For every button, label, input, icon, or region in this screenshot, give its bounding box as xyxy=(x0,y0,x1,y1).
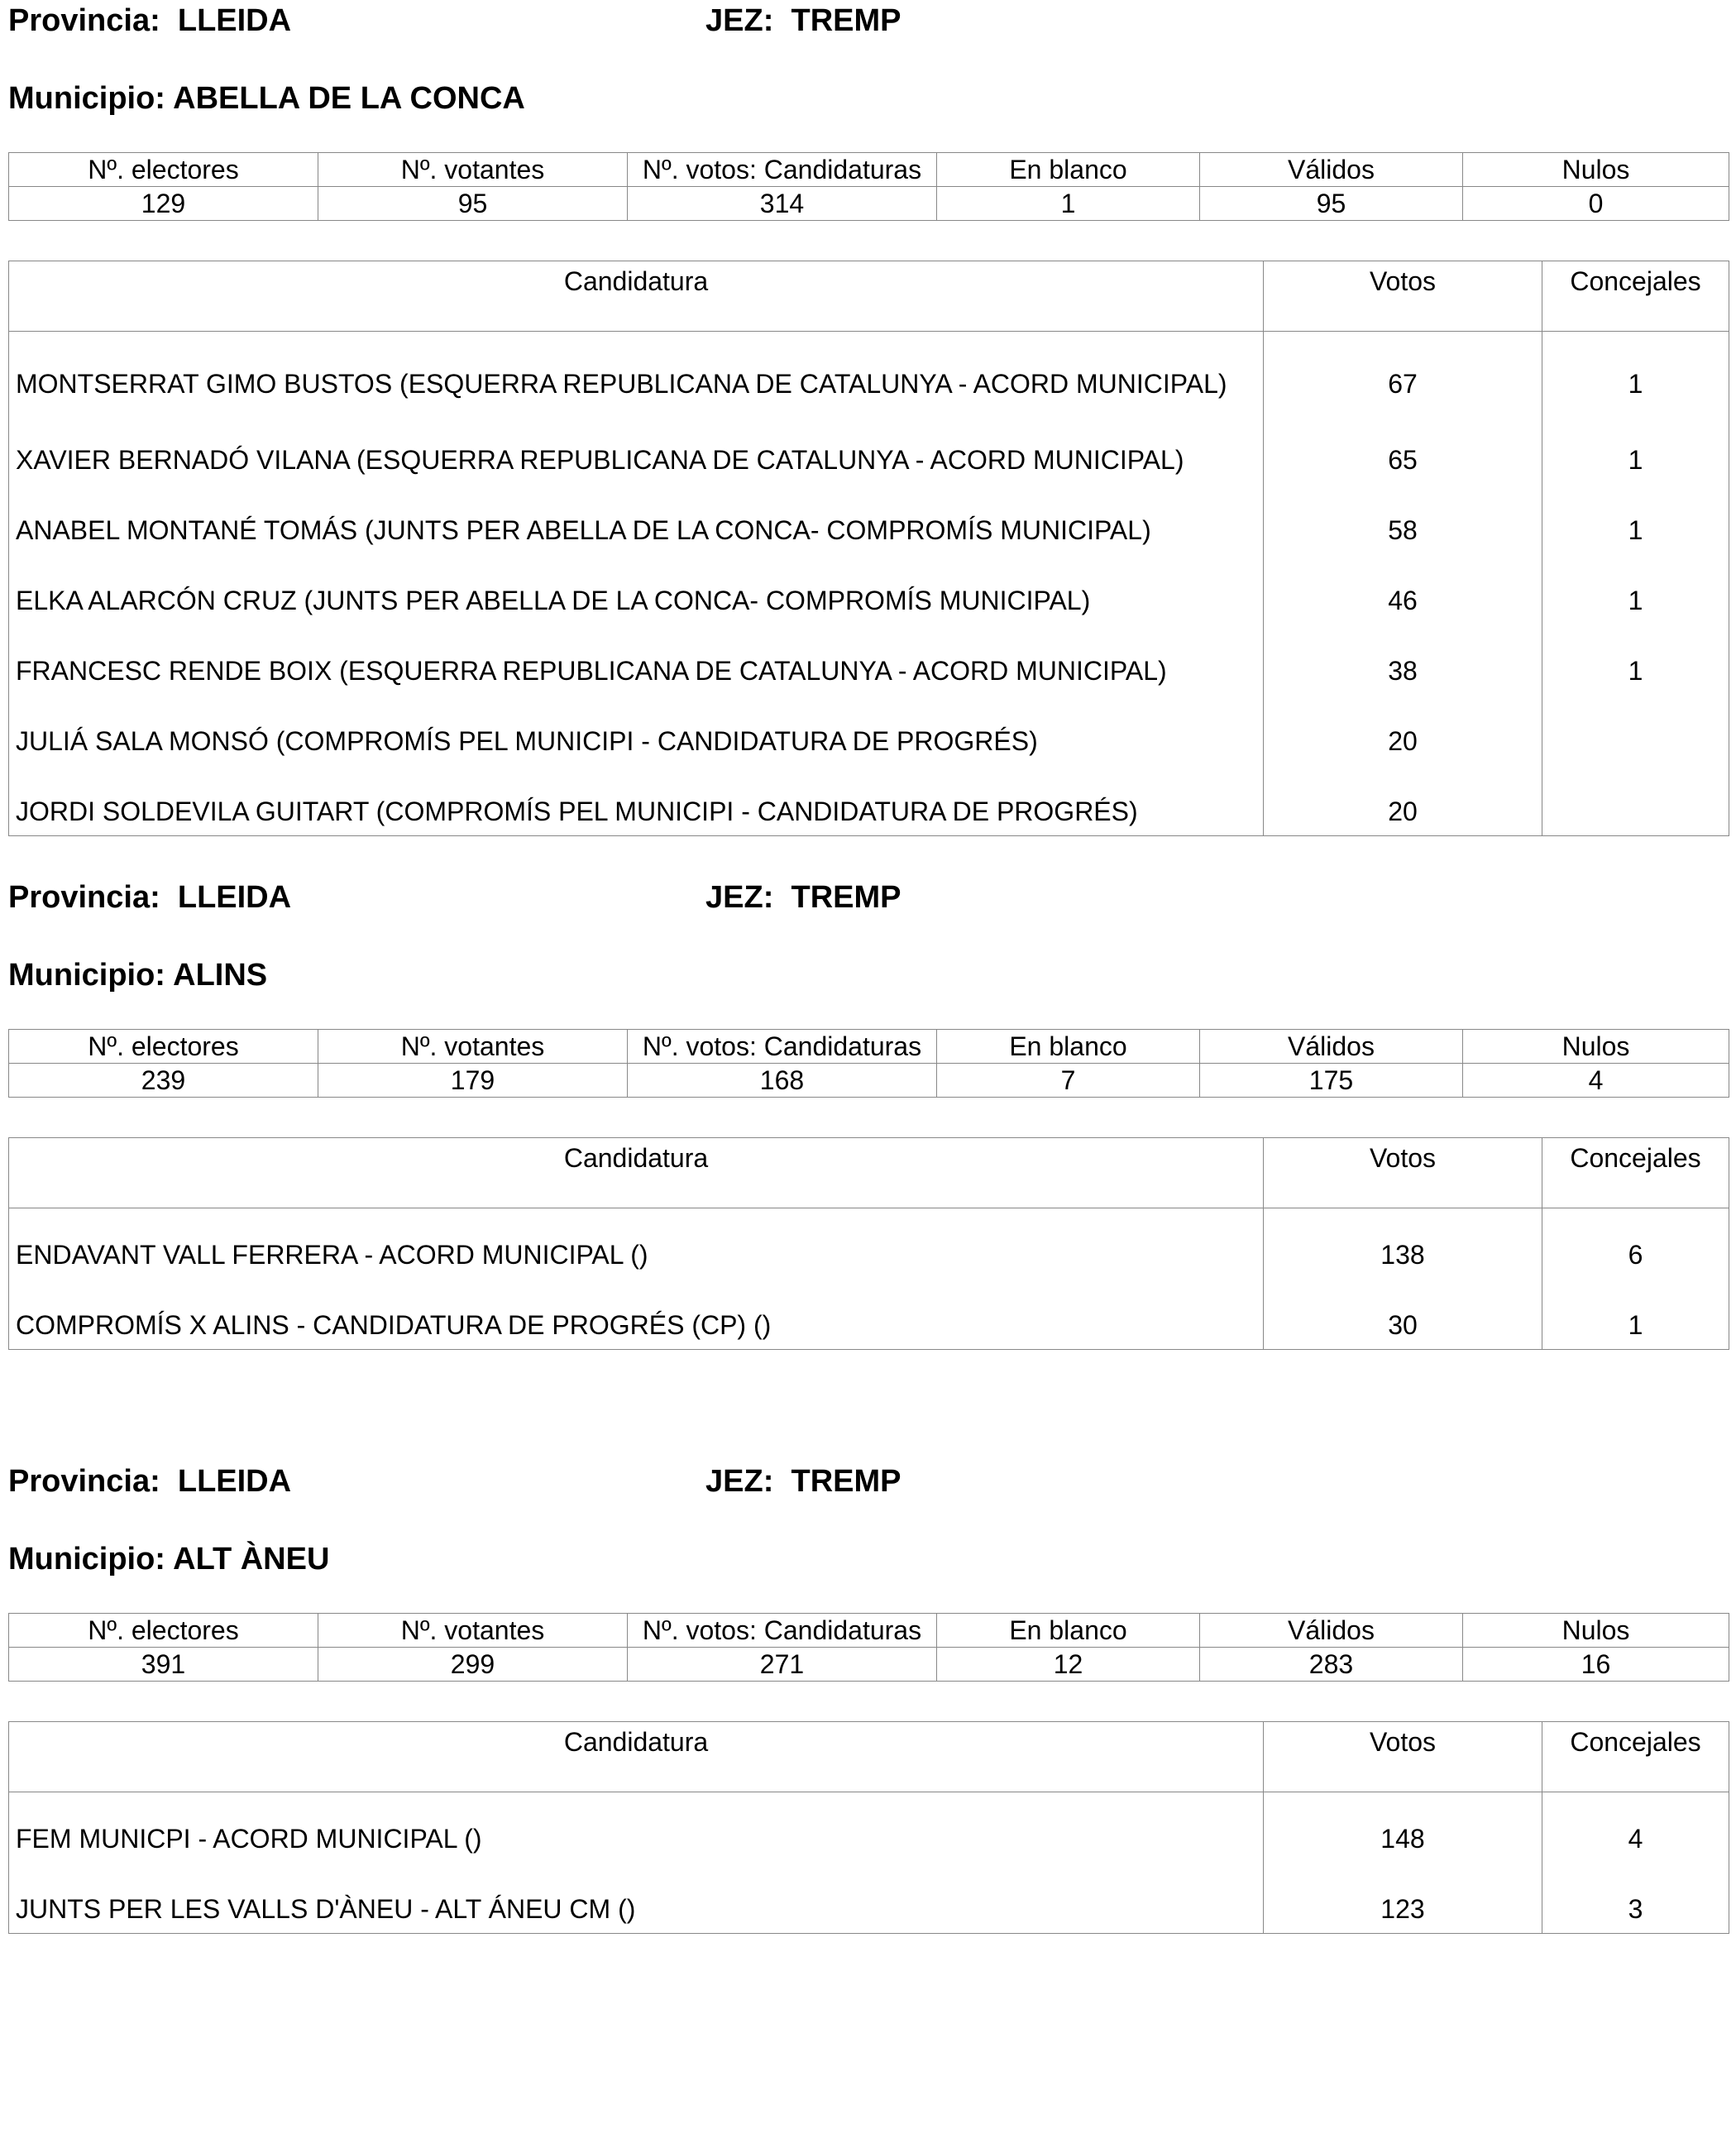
candidate-concejales: 1 xyxy=(1542,1279,1729,1350)
candidate-name: COMPROMÍS X ALINS - CANDIDATURA DE PROGRÉS (CP) () xyxy=(9,1279,1264,1350)
candidate-name: ELKA ALARCÓN CRUZ (JUNTS PER ABELLA DE LA CONCA- COMPROMÍS MUNICIPAL) xyxy=(9,554,1264,624)
jez-value: TREMP xyxy=(791,3,901,38)
stats-header-en-blanco: En blanco xyxy=(937,1614,1200,1648)
stats-value-en-blanco: 7 xyxy=(937,1064,1200,1098)
stats-value-en-blanco: 1 xyxy=(937,187,1200,221)
candidate-votos: 65 xyxy=(1264,408,1542,484)
candidate-concejales: 1 xyxy=(1542,624,1729,695)
jez-line xyxy=(705,0,901,41)
table-row xyxy=(9,484,1729,554)
stats-value-nulos: 0 xyxy=(1463,187,1729,221)
candidatura-header-row xyxy=(9,261,1729,332)
concejales-header: Concejales xyxy=(1542,1138,1729,1208)
stats-value-votos-candidaturas: 271 xyxy=(628,1648,937,1682)
stats-header-row xyxy=(9,153,1729,187)
stats-value-row xyxy=(9,187,1729,221)
stats-value-votantes: 179 xyxy=(318,1064,628,1098)
candidate-votos: 38 xyxy=(1264,624,1542,695)
provincia-label: Provincia: xyxy=(8,3,160,38)
stats-value-votantes: 95 xyxy=(318,187,628,221)
candidate-votos: 30 xyxy=(1264,1279,1542,1350)
candidate-votos: 20 xyxy=(1264,695,1542,765)
stats-header-validos: Válidos xyxy=(1200,153,1463,187)
stats-header-nulos: Nulos xyxy=(1463,1030,1729,1064)
municipio-title xyxy=(8,954,1729,996)
table-row xyxy=(9,1208,1729,1280)
stats-value-votos-candidaturas: 168 xyxy=(628,1064,937,1098)
provincia-label: Provincia: xyxy=(8,1464,160,1499)
stats-table xyxy=(8,1613,1729,1682)
stats-value-nulos: 16 xyxy=(1463,1648,1729,1682)
stats-header-row xyxy=(9,1030,1729,1064)
provincia-value: LLEIDA xyxy=(177,3,292,38)
candidate-name: JUNTS PER LES VALLS D'ÀNEU - ALT ÁNEU CM () xyxy=(9,1863,1264,1934)
table-row xyxy=(9,332,1729,409)
stats-value-electores: 239 xyxy=(9,1064,318,1098)
stats-header-validos: Válidos xyxy=(1200,1614,1463,1648)
table-row xyxy=(9,1792,1729,1864)
candidatura-table xyxy=(8,261,1729,836)
header-row xyxy=(8,877,1729,918)
table-row xyxy=(9,765,1729,836)
candidatura-header-row xyxy=(9,1722,1729,1792)
candidate-votos: 58 xyxy=(1264,484,1542,554)
jez-line xyxy=(705,877,901,918)
candidate-concejales: 1 xyxy=(1542,408,1729,484)
stats-header-electores: Nº. electores xyxy=(9,1030,318,1064)
concejales-header: Concejales xyxy=(1542,261,1729,332)
stats-header-electores: Nº. electores xyxy=(9,153,318,187)
provincia-line xyxy=(8,0,291,41)
jez-line xyxy=(705,1461,901,1502)
header-row xyxy=(8,0,1729,41)
stats-header-en-blanco: En blanco xyxy=(937,1030,1200,1064)
candidatura-header: Candidatura xyxy=(9,1138,1264,1208)
candidate-name: JORDI SOLDEVILA GUITART (COMPROMÍS PEL MUNICIPI - CANDIDATURA DE PROGRÉS) xyxy=(9,765,1264,836)
municipio-value: ALT ÀNEU xyxy=(173,1542,330,1576)
votos-header: Votos xyxy=(1264,1138,1542,1208)
candidatura-header: Candidatura xyxy=(9,261,1264,332)
stats-value-electores: 391 xyxy=(9,1648,318,1682)
stats-header-validos: Válidos xyxy=(1200,1030,1463,1064)
provincia-line xyxy=(8,877,291,918)
candidate-votos: 148 xyxy=(1264,1792,1542,1864)
table-row xyxy=(9,554,1729,624)
municipio-label: Municipio: xyxy=(8,1542,165,1576)
provincia-value: LLEIDA xyxy=(177,880,292,915)
stats-value-electores: 129 xyxy=(9,187,318,221)
municipio-value: ALINS xyxy=(173,958,268,993)
candidatura-table xyxy=(8,1137,1729,1350)
table-row xyxy=(9,695,1729,765)
municipio-section-alins xyxy=(8,877,1729,1350)
stats-header-row xyxy=(9,1614,1729,1648)
jez-label: JEZ: xyxy=(705,3,774,38)
municipio-section-alt-aneu xyxy=(8,1461,1729,1934)
stats-value-votantes: 299 xyxy=(318,1648,628,1682)
candidate-votos: 138 xyxy=(1264,1208,1542,1280)
stats-value-validos: 95 xyxy=(1200,187,1463,221)
candidate-name: FEM MUNICPI - ACORD MUNICIPAL () xyxy=(9,1792,1264,1864)
candidate-concejales xyxy=(1542,765,1729,836)
candidate-name: JULIÁ SALA MONSÓ (COMPROMÍS PEL MUNICIPI - CANDIDATURA DE PROGRÉS) xyxy=(9,695,1264,765)
provincia-label: Provincia: xyxy=(8,880,160,915)
candidate-votos: 123 xyxy=(1264,1863,1542,1934)
table-row xyxy=(9,624,1729,695)
municipio-value: ABELLA DE LA CONCA xyxy=(173,81,525,116)
stats-header-votos-candidaturas: Nº. votos: Candidaturas xyxy=(628,1614,937,1648)
candidate-name: ENDAVANT VALL FERRERA - ACORD MUNICIPAL () xyxy=(9,1208,1264,1280)
municipio-section-abella xyxy=(8,0,1729,836)
stats-value-validos: 175 xyxy=(1200,1064,1463,1098)
stats-value-nulos: 4 xyxy=(1463,1064,1729,1098)
stats-header-votos-candidaturas: Nº. votos: Candidaturas xyxy=(628,1030,937,1064)
stats-header-votantes: Nº. votantes xyxy=(318,1614,628,1648)
candidate-concejales: 6 xyxy=(1542,1208,1729,1280)
stats-table xyxy=(8,152,1729,221)
stats-value-validos: 283 xyxy=(1200,1648,1463,1682)
municipio-title xyxy=(8,1538,1729,1580)
table-row xyxy=(9,1279,1729,1350)
jez-label: JEZ: xyxy=(705,1464,774,1499)
candidate-votos: 46 xyxy=(1264,554,1542,624)
candidate-concejales: 4 xyxy=(1542,1792,1729,1864)
jez-value: TREMP xyxy=(791,1464,901,1499)
stats-header-nulos: Nulos xyxy=(1463,153,1729,187)
stats-header-votantes: Nº. votantes xyxy=(318,1030,628,1064)
stats-header-votantes: Nº. votantes xyxy=(318,153,628,187)
stats-value-row xyxy=(9,1064,1729,1098)
jez-label: JEZ: xyxy=(705,880,774,915)
municipio-label: Municipio: xyxy=(8,958,165,993)
candidate-name: MONTSERRAT GIMO BUSTOS (ESQUERRA REPUBLICANA DE CATALUNYA - ACORD MUNICIPAL) xyxy=(9,332,1264,409)
votos-header: Votos xyxy=(1264,1722,1542,1792)
header-row xyxy=(8,1461,1729,1502)
stats-header-votos-candidaturas: Nº. votos: Candidaturas xyxy=(628,153,937,187)
provincia-value: LLEIDA xyxy=(177,1464,292,1499)
candidate-concejales: 1 xyxy=(1542,484,1729,554)
stats-value-en-blanco: 12 xyxy=(937,1648,1200,1682)
provincia-line xyxy=(8,1461,291,1502)
votos-header: Votos xyxy=(1264,261,1542,332)
table-row xyxy=(9,1863,1729,1934)
candidate-name: FRANCESC RENDE BOIX (ESQUERRA REPUBLICANA DE CATALUNYA - ACORD MUNICIPAL) xyxy=(9,624,1264,695)
candidate-name: ANABEL MONTANÉ TOMÁS (JUNTS PER ABELLA DE LA CONCA- COMPROMÍS MUNICIPAL) xyxy=(9,484,1264,554)
candidatura-header: Candidatura xyxy=(9,1722,1264,1792)
stats-header-en-blanco: En blanco xyxy=(937,153,1200,187)
jez-value: TREMP xyxy=(791,880,901,915)
stats-value-row xyxy=(9,1648,1729,1682)
candidatura-table xyxy=(8,1721,1729,1934)
candidate-name: XAVIER BERNADÓ VILANA (ESQUERRA REPUBLICANA DE CATALUNYA - ACORD MUNICIPAL) xyxy=(9,408,1264,484)
concejales-header: Concejales xyxy=(1542,1722,1729,1792)
candidate-concejales xyxy=(1542,695,1729,765)
municipio-label: Municipio: xyxy=(8,81,165,116)
candidate-concejales: 1 xyxy=(1542,332,1729,409)
candidate-concejales: 1 xyxy=(1542,554,1729,624)
municipio-title xyxy=(8,78,1729,119)
stats-value-votos-candidaturas: 314 xyxy=(628,187,937,221)
candidatura-header-row xyxy=(9,1138,1729,1208)
table-row xyxy=(9,408,1729,484)
candidate-votos: 20 xyxy=(1264,765,1542,836)
stats-header-nulos: Nulos xyxy=(1463,1614,1729,1648)
candidate-votos: 67 xyxy=(1264,332,1542,409)
stats-header-electores: Nº. electores xyxy=(9,1614,318,1648)
stats-table xyxy=(8,1029,1729,1098)
candidate-concejales: 3 xyxy=(1542,1863,1729,1934)
